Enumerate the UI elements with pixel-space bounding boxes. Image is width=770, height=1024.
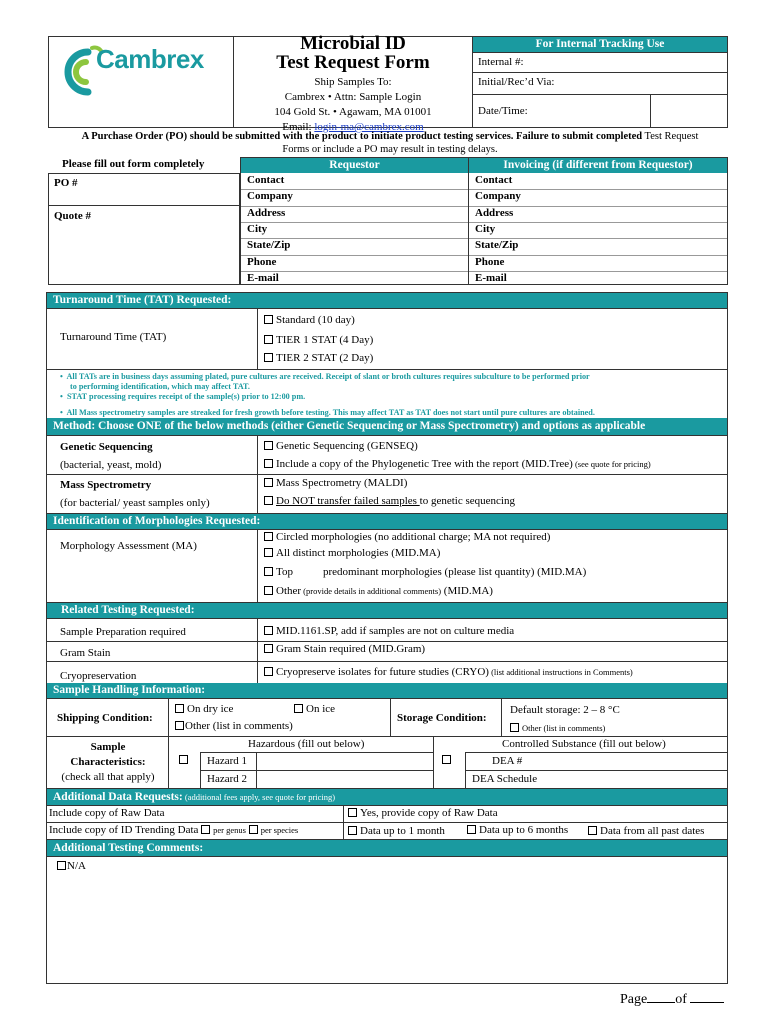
tat-standard-text: Standard (10 day) <box>276 314 355 326</box>
po-input[interactable] <box>90 174 235 202</box>
additional-data-title: Additional Data Requests: <box>53 791 183 803</box>
mass-title: Mass Spectrometry <box>60 479 152 491</box>
data-6-months-text: Data up to 6 months <box>479 824 569 836</box>
cryo-note: (list additional instructions in Comments) <box>488 667 633 677</box>
mass-sub: (for bacterial/ yeast samples only) <box>60 497 210 509</box>
morph-opt3[interactable] <box>264 566 586 578</box>
requestor-row-divider <box>241 238 468 239</box>
other-shipping-checkbox[interactable] <box>175 721 184 730</box>
requestor-field-input[interactable] <box>303 256 464 271</box>
address-line-2: 104 Gold St. • Agawam, MA 01001 <box>274 106 432 118</box>
tat-note-1-text: All TATs are in business days assuming plated, pure cultures are received. Receipt of slant or broth cultures requires subculture to be performed prior <box>66 372 590 381</box>
related-row-1-label: Sample Preparation required <box>60 626 186 638</box>
page-total-blank[interactable] <box>690 991 724 1003</box>
requestor-field-label: Phone <box>247 256 277 268</box>
morph-top-checkbox[interactable] <box>264 567 273 576</box>
morph-other-code: (MID.MA) <box>441 585 493 597</box>
genetic-opt2[interactable] <box>264 458 651 470</box>
morph-opt2[interactable] <box>264 547 440 559</box>
morph-other-note: (provide details in additional comments) <box>301 586 442 596</box>
related-row-2-label: Gram Stain <box>60 647 111 659</box>
title-line-2: Test Request Form <box>276 52 430 73</box>
storage-label: Storage Condition: <box>397 712 487 724</box>
additional-data-note: (additional fees apply, see quote for pricing) <box>182 792 336 802</box>
po-notice <box>40 130 740 156</box>
gram-stain-text: Gram Stain required (MID.Gram) <box>276 643 426 655</box>
morph-circled-text: Circled morphologies (no additional charge; MA not required) <box>276 531 551 543</box>
invoicing-field-input[interactable] <box>531 272 723 287</box>
raw-data-label: Include copy of Raw Data <box>49 807 165 819</box>
tat-note-2 <box>60 382 595 392</box>
on-ice-text: On ice <box>306 703 336 715</box>
invoicing-field-input[interactable] <box>531 223 723 238</box>
data-1-month-checkbox[interactable] <box>348 826 357 835</box>
dry-ice-option[interactable] <box>175 703 233 715</box>
related-row-1-option[interactable] <box>264 625 514 637</box>
requestor-row-divider <box>241 222 468 223</box>
tracking-header: For Internal Tracking Use <box>473 37 727 52</box>
per-species-text: per species <box>260 825 299 835</box>
hazard-2-input[interactable] <box>258 771 430 787</box>
requestor-field-label: State/Zip <box>247 239 291 251</box>
requestor-row-divider <box>241 206 468 207</box>
invoicing-field-label: E-mail <box>475 272 507 284</box>
invoicing-field-input[interactable] <box>531 190 723 205</box>
sample-prep-text: MID.1161.SP, add if samples are not on culture media <box>276 625 515 637</box>
morph-opt4[interactable] <box>264 585 493 597</box>
na-option[interactable] <box>57 860 86 872</box>
sample-char-line-2: Characteristics: <box>70 756 146 768</box>
mid-tree-checkbox[interactable] <box>264 459 273 468</box>
brand-name: Cambrex <box>96 44 204 74</box>
controlled-checkbox[interactable] <box>442 755 451 764</box>
invoicing-row-divider <box>469 189 727 190</box>
per-genus-text: per genus <box>213 825 246 835</box>
per-genus-checkbox[interactable] <box>201 825 210 834</box>
requestor-row-divider <box>241 271 468 272</box>
title-line-1: Microbial ID <box>300 33 406 54</box>
invoicing-field-input[interactable] <box>531 256 723 271</box>
requestor-field-label: City <box>247 223 268 235</box>
genetic-title: Genetic Sequencing <box>60 441 153 453</box>
on-ice-option[interactable] <box>294 703 335 715</box>
mass-opt2[interactable] <box>264 495 515 507</box>
initial-label: Initial/Rec’d Via: <box>478 76 555 88</box>
invoicing-header: Invoicing (if different from Requestor) <box>469 158 727 173</box>
dry-ice-checkbox[interactable] <box>175 704 184 713</box>
related-header: Related Testing Requested: <box>47 603 727 618</box>
hazard-1-label: Hazard 1 <box>207 755 248 767</box>
hazardous-checkbox[interactable] <box>179 755 188 764</box>
requestor-field-input[interactable] <box>303 207 464 222</box>
gram-stain-checkbox[interactable] <box>264 644 273 653</box>
invoicing-field-input[interactable] <box>531 174 723 189</box>
tat-header: Turnaround Time (TAT) Requested: <box>47 293 727 308</box>
sample-char-line-1: Sample <box>90 741 126 753</box>
invoicing-field-input[interactable] <box>531 207 723 222</box>
na-text: N/A <box>67 860 86 872</box>
hazard-2-label: Hazard 2 <box>207 773 248 785</box>
no-transfer-rest: to genetic sequencing <box>419 495 515 507</box>
other-shipping-text: Other (list in comments) <box>185 720 293 732</box>
morph-circled-checkbox[interactable] <box>264 532 273 541</box>
related-row-3-option[interactable] <box>264 666 633 678</box>
invoicing-field-label: Address <box>475 207 514 219</box>
sample-char-label <box>50 740 166 785</box>
data-all-checkbox[interactable] <box>588 826 597 835</box>
requestor-row-divider <box>241 189 468 190</box>
cryo-text: Cryopreserve isolates for future studies (CRYO) <box>276 666 489 678</box>
notice-rest-1: Test Request <box>642 131 699 142</box>
tat-note-3: • STAT processing requires receipt of the sample(s) prior to 12:00 pm. <box>60 392 306 401</box>
handling-header: Sample Handling Information: <box>47 683 727 698</box>
tat-tier1-text: TIER 1 STAT (4 Day) <box>276 334 374 346</box>
invoicing-field-label: Phone <box>475 256 505 268</box>
requestor-field-label: Company <box>247 190 293 202</box>
cambrex-logo <box>62 44 222 100</box>
invoicing-field-label: State/Zip <box>475 239 519 251</box>
maldi-checkbox[interactable] <box>264 478 273 487</box>
cryo-checkbox[interactable] <box>264 667 273 676</box>
mid-tree-text: Include a copy of the Phylogenetic Tree with the report (MID.Tree) <box>276 458 573 470</box>
no-transfer-checkbox[interactable] <box>264 496 273 505</box>
page-label: Page <box>620 992 648 1007</box>
trending-label <box>49 824 298 836</box>
genetic-sub: (bacterial, yeast, mold) <box>60 459 162 471</box>
invoicing-field-input[interactable] <box>531 239 723 254</box>
comments-textarea[interactable] <box>50 876 724 980</box>
email-link[interactable]: login-ma@cambrex.com <box>314 121 424 133</box>
requestor-field-label: E-mail <box>247 272 279 284</box>
requestor-row-divider <box>241 255 468 256</box>
no-transfer-underlined: Do NOT transfer failed samples <box>276 495 420 507</box>
related-row-3-label: Cryopreservation <box>60 670 137 682</box>
data-all-option[interactable] <box>588 825 704 837</box>
morph-other-text: Other <box>276 585 302 597</box>
po-label: PO # <box>54 177 78 189</box>
email-label: Email: <box>282 121 315 133</box>
requestor-header: Requestor <box>241 158 468 173</box>
tat-note-1: • All TATs are in business days assuming plated, pure cultures are received. Receipt of slant or broth cultures requires subculture to be performed prior <box>60 372 590 381</box>
morph-top-text: Top <box>276 566 293 578</box>
tat-note-2-text: to performing identification, which may affect TAT. <box>70 382 250 391</box>
data-1-month-option[interactable] <box>348 825 445 837</box>
invoicing-row-divider <box>469 206 727 207</box>
per-species-checkbox[interactable] <box>249 825 258 834</box>
tat-label: Turnaround Time (TAT) <box>60 331 167 343</box>
requestor-field-label: Address <box>247 207 286 219</box>
tat-standard-checkbox[interactable] <box>264 315 273 324</box>
na-checkbox[interactable] <box>57 861 66 870</box>
tat-tier2-text: TIER 2 STAT (2 Day) <box>276 352 374 364</box>
morph-header: Identification of Morphologies Requested: <box>47 514 727 529</box>
genseq-text: Genetic Sequencing (GENSEQ) <box>276 440 418 452</box>
morph-all-text: All distinct morphologies (MID.MA) <box>276 547 441 559</box>
morph-all-checkbox[interactable] <box>264 548 273 557</box>
default-storage: Default storage: 2 – 8 °C <box>510 704 620 716</box>
tat-tier1[interactable] <box>264 334 373 346</box>
tat-note-4-text: All Mass spectrometry samples are streaked for fresh growth before testing. This may affect TAT as TAT does not start until pure cultures are obtained. <box>66 408 595 417</box>
dea-schedule-label: DEA Schedule <box>472 773 538 785</box>
raw-data-checkbox[interactable] <box>348 808 357 817</box>
raw-data-option[interactable] <box>348 807 498 819</box>
data-6-months-option[interactable] <box>467 824 568 836</box>
quote-label: Quote # <box>54 210 91 222</box>
invoicing-row-divider <box>469 238 727 239</box>
tat-tier2-checkbox[interactable] <box>264 353 273 362</box>
requestor-field-input[interactable] <box>303 272 464 287</box>
data-all-text: Data from all past dates <box>600 825 705 837</box>
dea-label: DEA # <box>492 755 523 767</box>
other-storage-checkbox[interactable] <box>510 723 519 732</box>
tat-standard[interactable] <box>264 314 355 326</box>
page-counter <box>620 991 724 1008</box>
notice-bold: A Purchase Order (PO) should be submitted with the product to initiate product testing services. Failure to submit completed <box>81 131 643 142</box>
form-title <box>234 34 472 135</box>
morph-opt1[interactable] <box>264 531 550 543</box>
hazardous-label: Hazardous (fill out below) <box>248 738 365 750</box>
invoicing-row-divider <box>469 271 727 272</box>
tat-tier1-checkbox[interactable] <box>264 335 273 344</box>
of-label: of <box>675 992 687 1007</box>
other-storage-option[interactable] <box>510 722 605 734</box>
requestor-field-label: Contact <box>247 174 285 186</box>
requestor-field-input[interactable] <box>303 174 464 189</box>
invoicing-field-label: Contact <box>475 174 513 186</box>
other-storage-text: Other (list in comments) <box>522 723 606 733</box>
shipping-label: Shipping Condition: <box>57 712 153 724</box>
morph-label: Morphology Assessment (MA) <box>60 540 197 552</box>
data-6-months-checkbox[interactable] <box>467 825 476 834</box>
tat-tier2[interactable] <box>264 352 373 364</box>
hazard-1-input[interactable] <box>258 753 430 769</box>
tat-note-4: • All Mass spectrometry samples are streaked for fresh growth before testing. This may affect TAT as TAT does not start until pure cultures are obtained. <box>60 408 595 417</box>
sample-prep-checkbox[interactable] <box>264 626 273 635</box>
method-header: Method: Choose ONE of the below methods (either Genetic Sequencing or Mass Spectrometry) and options as applicable <box>47 418 727 435</box>
other-shipping-option[interactable] <box>175 720 293 732</box>
on-ice-checkbox[interactable] <box>294 704 303 713</box>
maldi-text: Mass Spectrometry (MALDI) <box>276 477 408 489</box>
invoicing-row-divider <box>469 222 727 223</box>
invoicing-field-label: City <box>475 223 496 235</box>
tat-note-3-text: STAT processing requires receipt of the sample(s) prior to 12:00 pm. <box>66 392 306 401</box>
datetime-label: Date/Time: <box>478 105 528 117</box>
requestor-field-input[interactable] <box>303 223 464 238</box>
fill-out-label: Please fill out form completely <box>62 158 205 170</box>
notice-rest-2: Forms or include a PO may result in testing delays. <box>282 144 498 155</box>
internal-label: Internal #: <box>478 56 524 68</box>
dry-ice-text: On dry ice <box>187 703 234 715</box>
invoicing-row-divider <box>469 255 727 256</box>
sample-char-line-3: (check all that apply) <box>61 771 155 783</box>
morph-other-checkbox[interactable] <box>264 586 273 595</box>
genseq-checkbox[interactable] <box>264 441 273 450</box>
morph-predominant-text: predominant morphologies (please list quantity) (MID.MA) <box>322 566 587 578</box>
tat-notes <box>60 372 595 418</box>
quote-input[interactable] <box>100 207 235 235</box>
genetic-opt1[interactable] <box>264 440 418 452</box>
related-row-2-option[interactable] <box>264 643 425 655</box>
raw-data-text: Yes, provide copy of Raw Data <box>360 807 498 819</box>
invoicing-field-label: Company <box>475 190 521 202</box>
mass-opt1[interactable] <box>264 477 407 489</box>
ship-to-label: Ship Samples To: <box>314 76 392 88</box>
page-number-blank[interactable] <box>647 991 675 1003</box>
data-1-month-text: Data up to 1 month <box>360 825 445 837</box>
address-line-1: Cambrex • Attn: Sample Login <box>284 91 422 103</box>
requestor-field-input[interactable] <box>303 239 464 254</box>
requestor-field-input[interactable] <box>303 190 464 205</box>
additional-data-header <box>47 789 727 805</box>
trending-text: Include copy of ID Trending Data <box>49 824 199 836</box>
comments-header: Additional Testing Comments: <box>47 840 727 856</box>
mid-tree-note: (see quote for pricing) <box>572 459 651 469</box>
controlled-label: Controlled Substance (fill out below) <box>502 738 666 750</box>
